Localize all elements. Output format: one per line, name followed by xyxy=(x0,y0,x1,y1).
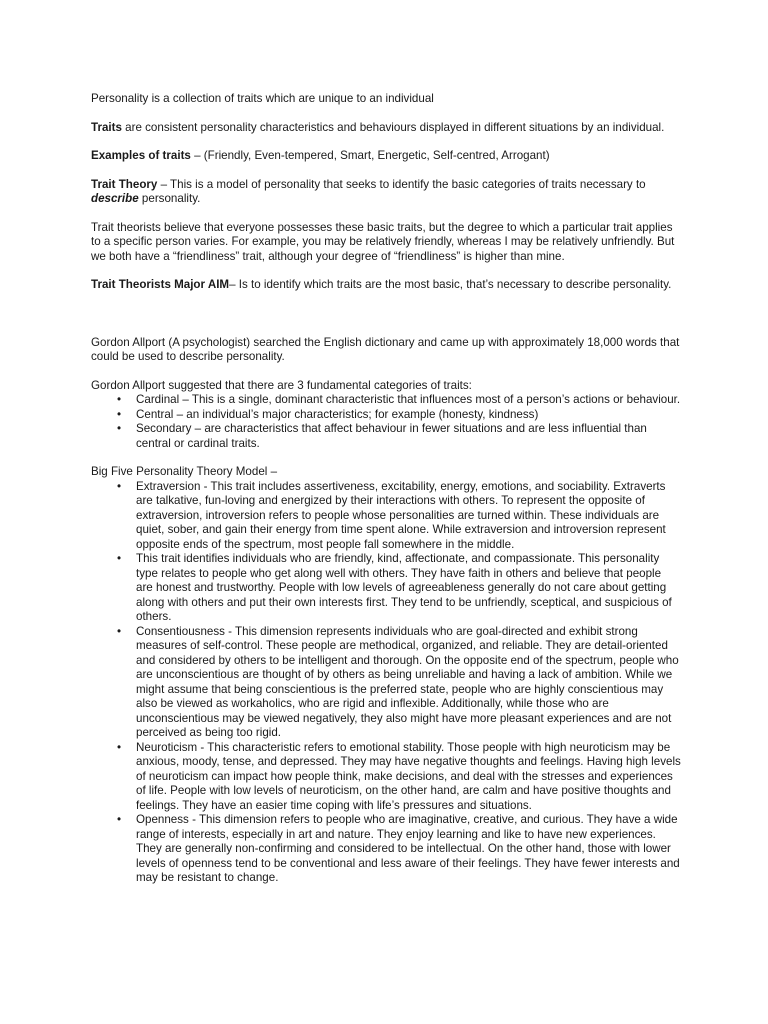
bullet-icon: • xyxy=(117,552,122,565)
allport-categories-intro: Gordon Allport suggested that there are 3 fundamental categories of traits: xyxy=(91,378,472,392)
major-aim-paragraph xyxy=(91,278,681,293)
examples-term: Examples of traits xyxy=(91,149,191,162)
bullet-icon: • xyxy=(117,813,122,826)
examples-paragraph xyxy=(91,149,681,164)
trait-theory-text-a: – This is a model of personality that seeks to identify the basic categories of traits necessary to xyxy=(157,177,646,191)
list-item: • Central – an individual’s major characteristics; for example (honesty, kindness) xyxy=(117,407,539,421)
major-aim-text: – Is to identify which traits are the most basic, that’s necessary to describe personality. xyxy=(229,278,672,291)
list-item: • This trait identifies individuals who are friendly, kind, affectionate, and compassionate. This personality type relates to people who get along well with others. They have faith in others and believe that people are honest and trustworthy. People with low levels of agreeableness generally do not care about getting along with others and put their own interests first. They tend to be unfriendly, sceptical, and suspicious of others. xyxy=(117,552,672,623)
list-item: • Cardinal – This is a single, dominant characteristic that influences most of a person’s actions or behaviour. xyxy=(117,393,681,406)
trait-theory-emphasis: describe xyxy=(91,192,139,205)
list-item: • Secondary – are characteristics that affect behaviour in fewer situations and are less influential than central or cardinal traits. xyxy=(117,422,647,450)
traits-text: are consistent personality characteristics and behaviours displayed in different situations by an individual. xyxy=(121,120,665,134)
document-page xyxy=(91,92,681,886)
intro-paragraph: Personality is a collection of traits which are unique to an individual xyxy=(91,92,434,105)
list-item: • Openness - This dimension refers to people who are imaginative, creative, and curious. They have a wide range of interests, especially in art and nature. They enjoy learning and like to have new experiences. They are generally non-confirming and considered to be intellectual. On the other hand, those with lower levels of openness tend to be conventional and less aware of their feelings. They have fewer interests and may be resistant to change. xyxy=(117,813,680,884)
bullet-icon: • xyxy=(117,624,122,638)
trait-theory-text-b: personality. xyxy=(138,192,201,205)
theorists-belief-paragraph: Trait theorists believe that everyone possesses these basic traits, but the degree to which a particular trait applies to a specific person varies. For example, you may be relatively friendly, whereas I may be relatively unfriendly. But we both have a “friendliness” trait, although your degree of “friendliness” is higher than mine. xyxy=(91,220,675,263)
big-five-heading: Big Five Personality Theory Model – xyxy=(91,465,278,478)
allport-categories-list xyxy=(91,393,681,451)
big-five-list xyxy=(91,480,681,886)
trait-theory-term: Trait Theory xyxy=(91,177,158,191)
traits-paragraph xyxy=(91,121,681,136)
major-aim-term: Trait Theorists Major AIM xyxy=(91,278,230,291)
allport-search-paragraph: Gordon Allport (A psychologist) searched the English dictionary and came up with approximately 18,000 words that could be used to describe personality. xyxy=(91,335,680,363)
bullet-icon: • xyxy=(117,393,122,406)
bullet-icon: • xyxy=(117,740,122,754)
list-item: • Neuroticism - This characteristic refers to emotional stability. Those people with high neuroticism may be anxious, moody, tense, and depressed. They may have negative thoughts and feelings. Having high levels of neuroticism can impact how people think, make decisions, and deal with the stresses and experiences of life. People with low levels of neuroticism, on the other hand, are calm and have positive thoughts and feelings. They have an easier time coping with life’s pressures and situations. xyxy=(117,740,681,812)
examples-text: – (Friendly, Even-tempered, Smart, Energetic, Self-centred, Arrogant) xyxy=(190,149,550,162)
bullet-icon: • xyxy=(117,479,122,493)
bullet-icon: • xyxy=(117,407,122,421)
list-item: • Extraversion - This trait includes assertiveness, excitability, energy, emotions, and sociability. Extraverts are talkative, fun-loving and energized by their interactions with others. To represent the opposite of extraversion, introversion refers to people whose personalities are turned within. These individuals are quiet, sober, and gain their energy from time spent alone. While extraversion and introversion represent opposite ends of the spectrum, most people fall somewhere in the middle. xyxy=(117,479,666,551)
list-item: • Consentiousness - This dimension represents individuals who are goal-directed and exhibit strong measures of self-control. These people are methodical, organized, and reliable. They are detail-oriented and considered by others to be intelligent and thorough. On the opposite end of the spectrum, people who are unconscientious are thought of by others as being unreliable and having a lack of ambition. While we might assume that being conscientious is the preferred state, people who are highly conscientious may also be viewed as workaholics, who are rigid and inflexible. Additionally, while those who are unconscientious may be viewed negatively, they also might have more pleasant experiences and are not perceived as being too rigid. xyxy=(117,624,679,739)
bullet-icon: • xyxy=(117,422,122,435)
trait-theory-paragraph xyxy=(91,178,681,207)
traits-term: Traits xyxy=(91,120,122,134)
